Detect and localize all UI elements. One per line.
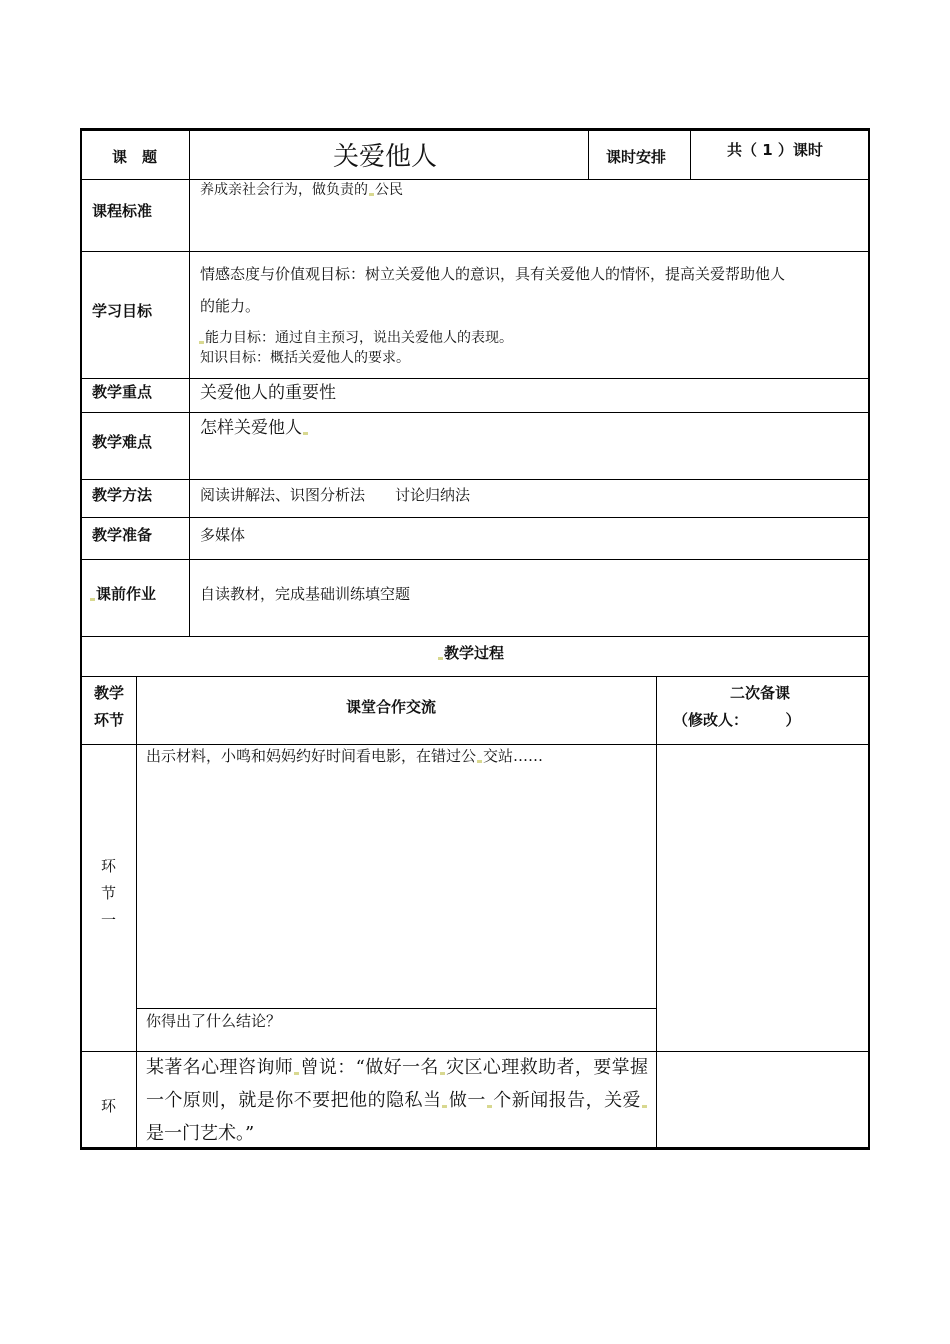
col1-header-line-1: 教学: [94, 684, 125, 702]
section1-question: 你得出了什么结论？: [146, 1012, 282, 1030]
prep-value: 多媒体: [200, 526, 246, 544]
schedule-value: 共（ 1 ）课时: [727, 141, 823, 159]
section2-char-1: 环: [101, 1097, 117, 1115]
section1-char-1: 环: [101, 857, 117, 875]
homework-value: 自读教材，完成基础训练填空题: [200, 585, 411, 603]
edit-mark: [369, 193, 374, 196]
key-value: 关爱他人的重要性: [200, 383, 336, 403]
goal-line-1: 情感态度与价值观目标：树立关爱他人的意识，具有关爱他人的情怀，提高关爱帮助他人: [200, 265, 786, 283]
page-title: 关爱他人: [333, 142, 438, 172]
standard-label: 课程标准: [92, 202, 153, 220]
row-divider: [82, 676, 868, 677]
edit-mark: [442, 1105, 447, 1108]
col3-header-line-1: 二次备课: [730, 684, 791, 702]
edit-mark: [199, 341, 204, 344]
difficulty-value: 怎样关爱他人: [200, 413, 309, 438]
edit-mark: [487, 1105, 492, 1108]
row-divider: [82, 559, 868, 560]
section1-material: 出示材料，小鸣和妈妈约好时间看电影，在错过公 交站……: [146, 747, 544, 765]
topic-label: 课 题: [112, 148, 158, 166]
col-divider: [588, 131, 589, 179]
section1-char-2: 节: [101, 884, 117, 902]
col1-header-line-2: 环节: [94, 711, 125, 729]
edit-mark: [440, 1072, 445, 1075]
method-value: 阅读讲解法、识图分析法 讨论归纳法: [200, 486, 471, 504]
row-divider: [82, 636, 868, 637]
difficulty-label: 教学难点: [92, 433, 153, 451]
goal-label: 学习目标: [92, 302, 153, 320]
goal-line-4: 知识目标：概括关爱他人的要求。: [200, 350, 410, 366]
edit-mark: [303, 432, 308, 435]
col3-header-line-2: （修改人： ）: [673, 711, 801, 729]
edit-mark: [438, 657, 443, 660]
edit-mark: [642, 1105, 647, 1108]
standard-value: 养成亲社会行为，做负责的 公民: [200, 182, 403, 198]
key-label: 教学重点: [92, 383, 153, 401]
row-divider: [82, 479, 868, 480]
process-title: 教学过程: [437, 642, 504, 663]
goal-line-3: 能力目标：通过自主预习，说出关爱他人的表现。: [198, 327, 513, 347]
schedule-label: 课时安排: [606, 148, 667, 166]
method-label: 教学方法: [92, 486, 153, 504]
edit-mark: [90, 598, 95, 601]
prep-label: 教学准备: [92, 526, 153, 544]
inner-divider: [136, 1008, 656, 1009]
row-divider: [82, 251, 868, 252]
edit-mark: [477, 760, 482, 763]
edit-mark: [294, 1072, 299, 1075]
section2-paragraph: 某著名心理咨询师 曾说：“做好一名 灾区心理救助者，要掌握一个原则，就是你不要把他的隐私当 做一 个新闻报告，关爱是一门艺术。”: [146, 1057, 649, 1144]
section1-char-3: 一: [101, 911, 117, 929]
col-divider: [656, 676, 657, 1148]
col-divider: [690, 131, 691, 179]
goal-line-2: 的能力。: [200, 297, 261, 315]
col-divider: [136, 676, 137, 1148]
row-divider: [82, 517, 868, 518]
homework-label: 课前作业: [89, 583, 156, 604]
col2-header: 课堂合作交流: [346, 698, 437, 716]
col-divider: [189, 131, 190, 636]
